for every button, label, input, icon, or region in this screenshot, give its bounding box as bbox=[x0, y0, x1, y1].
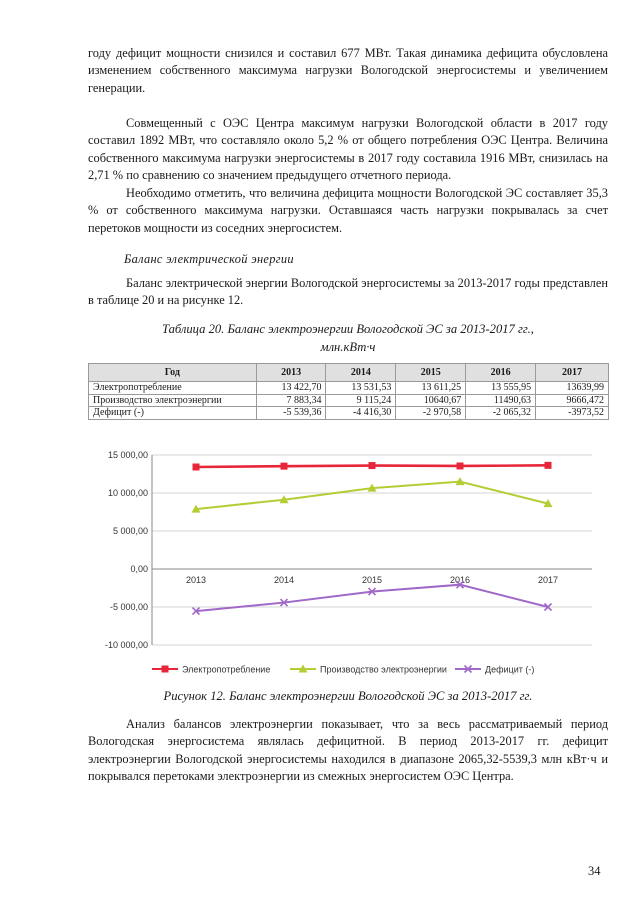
x-tick-label: 2017 bbox=[537, 575, 559, 585]
x-tick-label: 2015 bbox=[361, 575, 383, 585]
table-cell: -3973,52 bbox=[536, 407, 609, 420]
row-label: Производство электроэнергии bbox=[89, 394, 257, 407]
table-caption-line2: млн.кВт·ч bbox=[320, 340, 376, 354]
paragraph-2: Совмещенный с ОЭС Центра максимум нагрузки Вологодской области в 2017 году составил 1892 МВт, что составляло около 5,2 % от общего потребления ОЭС Центра. Величина собственного максимума нагрузки энергосистемы в 2017 году составила 1916 МВт, снизилась на 2,71 % по сравнению со значением предыдущего отчетного периода. bbox=[88, 116, 608, 183]
table-caption-line1: Таблица 20. Баланс электроэнергии Вологодской ЭС за 2013-2017 гг., bbox=[162, 322, 534, 336]
page-number: 34 bbox=[588, 864, 601, 878]
data-point bbox=[193, 463, 200, 470]
table-cell: -5 539,36 bbox=[256, 407, 326, 420]
row-label: Дефицит (-) bbox=[89, 407, 257, 420]
table-header-cell: 2016 bbox=[466, 364, 536, 382]
table-cell: -4 416,30 bbox=[326, 407, 396, 420]
paragraph-5: Анализ балансов электроэнергии показывает, что за весь рассматриваемый период Вологодская энергосистема являлась дефицитной. В период 2013-2017 гг. дефицит электроэнергии Вологодской энергосистемы находился в диапазоне 2065,32-5539,3 млн кВт·ч и покрывался перетоками электроэнергии из смежных энергосистем ОЭС Центра. bbox=[88, 717, 608, 784]
legend-marker bbox=[162, 666, 169, 673]
x-tick-label: 2014 bbox=[273, 575, 295, 585]
section-subheading: Баланс электрической энергии bbox=[124, 252, 294, 266]
y-tick-label: 0,00 bbox=[130, 564, 148, 574]
table-row bbox=[89, 394, 609, 407]
x-tick-label: 2013 bbox=[185, 575, 207, 585]
table-cell: 13 531,53 bbox=[326, 382, 396, 395]
table-row bbox=[89, 407, 609, 420]
data-point bbox=[369, 462, 376, 469]
table-header-cell: 2014 bbox=[326, 364, 396, 382]
table-cell: 9 115,24 bbox=[326, 394, 396, 407]
data-point bbox=[545, 462, 552, 469]
legend-label: Дефицит (-) bbox=[485, 664, 535, 675]
paragraph-1: году дефицит мощности снизился и составил 677 МВт. Такая динамика дефицита обусловлена изменением собственного максимума нагрузки Вологодской энергосистемы и увеличением генерации. bbox=[88, 46, 608, 95]
figure-caption: Рисунок 12. Баланс электроэнергии Вологодской ЭС за 2013-2017 гг. bbox=[163, 689, 533, 703]
y-tick-label: 5 000,00 bbox=[112, 526, 148, 536]
table-cell: 13639,99 bbox=[536, 382, 609, 395]
x-tick-label: 2016 bbox=[449, 575, 471, 585]
table-header-cell: 2013 bbox=[256, 364, 326, 382]
legend-label: Производство электроэнергии bbox=[320, 664, 447, 675]
legend-label: Электропотребление bbox=[182, 664, 271, 675]
table-cell: 13 422,70 bbox=[256, 382, 326, 395]
table-cell: 10640,67 bbox=[396, 394, 466, 407]
y-tick-label: -10 000,00 bbox=[104, 640, 148, 650]
y-tick-label: 15 000,00 bbox=[107, 450, 148, 460]
paragraph-4: Баланс электрической энергии Вологодской энергосистемы за 2013-2017 годы представлен в таблице 20 и на рисунке 12. bbox=[88, 276, 608, 308]
table-cell: 13 555,95 bbox=[466, 382, 536, 395]
row-label: Электропотребление bbox=[89, 382, 257, 395]
table-row bbox=[89, 382, 609, 395]
paragraph-3: Необходимо отметить, что величина дефицита мощности Вологодской ЭС составляет 35,3 % от собственного максимума нагрузки. Оставшаяся часть нагрузки покрывалась за счет перетоков мощности из соседних энергосистем. bbox=[88, 186, 608, 235]
table-header-cell: 2017 bbox=[536, 364, 609, 382]
table-cell: 13 611,25 bbox=[396, 382, 466, 395]
table-header-cell: Год bbox=[89, 364, 257, 382]
data-point bbox=[457, 462, 464, 469]
table-header-cell: 2015 bbox=[396, 364, 466, 382]
table-cell: 11490,63 bbox=[466, 394, 536, 407]
balance-table bbox=[88, 363, 609, 420]
table-cell: 7 883,34 bbox=[256, 394, 326, 407]
y-tick-label: 10 000,00 bbox=[107, 488, 148, 498]
balance-line-chart bbox=[100, 445, 600, 680]
table-cell: 9666,472 bbox=[536, 394, 609, 407]
y-tick-label: -5 000,00 bbox=[109, 602, 148, 612]
data-point bbox=[281, 463, 288, 470]
table-cell: -2 970,58 bbox=[396, 407, 466, 420]
table-cell: -2 065,32 bbox=[466, 407, 536, 420]
table-header-row bbox=[89, 364, 609, 382]
